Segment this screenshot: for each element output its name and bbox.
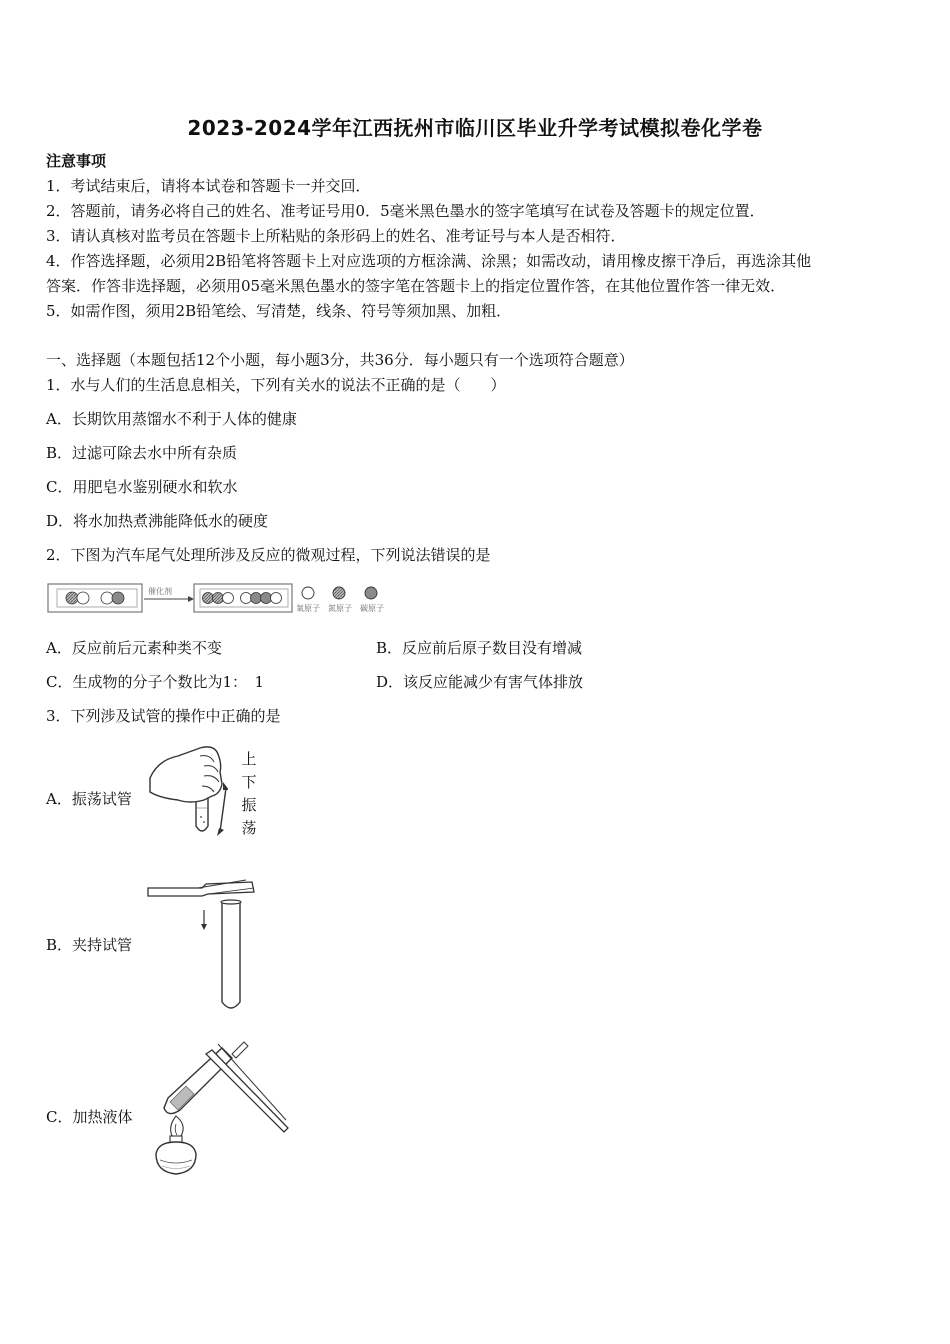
hand-icon <box>150 747 222 802</box>
legend-oxygen <box>302 587 314 599</box>
notice-item: 4．作答选择题，必须用2B铅笔将答题卡上对应选项的方框涂满、涂黑；如需改动，请用橡皮擦干净后，再选涂其他 <box>46 252 812 270</box>
notice-item: 2．答题前，请务必将自己的姓名、准考证号用0．5毫米黑色墨水的签字笔填写在试卷及答题卡的规定位置． <box>46 202 765 220</box>
no-molecule-n <box>112 592 124 604</box>
shake-label-char: 下 <box>241 773 257 791</box>
shake-label-char: 振 <box>241 796 257 814</box>
q2-option-d: D．该反应能减少有害气体排放 <box>376 673 584 691</box>
section-heading: 一、选择题（本题包括12个小题，每小题3分，共36分．每小题只有一个选项符合题意） <box>46 351 634 369</box>
legend-carbon <box>365 587 377 599</box>
heat-liquid-figure <box>148 1036 292 1178</box>
notice-item: 答案．作答非选择题，必须用05毫米黑色墨水的签字笔在答题卡上的指定位置作答，在其他位置作答一律无效． <box>46 277 786 295</box>
q3-option-c: C．加热液体 <box>46 1108 133 1126</box>
q3-option-b: B．夹持试管 <box>46 936 133 954</box>
notice-item: 5．如需作图，须用2B铅笔绘、写清楚，线条、符号等须加黑、加粗． <box>46 302 512 320</box>
shake-tube-figure <box>148 742 228 840</box>
co-molecule-c <box>66 592 78 604</box>
flame-icon <box>171 1116 183 1139</box>
q2-option-b: B．反应前后原子数目没有增减 <box>376 639 583 657</box>
up-down-arrow-icon <box>220 788 226 832</box>
clamp-tube-figure <box>146 878 258 1014</box>
reaction-diagram <box>46 579 406 619</box>
reaction-diagram-svg <box>46 579 406 619</box>
q3-option-a: A．振荡试管 <box>46 790 132 808</box>
shake-tube-svg <box>148 742 228 840</box>
notice-item: 1．考试结束后，请将本试卷和答题卡一并交回． <box>46 177 371 195</box>
question-2-stem: 2．下图为汽车尾气处理所涉及反应的微观过程，下列说法错误的是 <box>46 546 491 564</box>
question-3-stem: 3．下列涉及试管的操作中正确的是 <box>46 707 281 725</box>
test-tube-icon <box>222 902 240 1008</box>
notice-heading: 注意事项 <box>46 152 107 170</box>
shake-label-char: 荡 <box>241 819 257 837</box>
question-1-stem: 1．水与人们的生活息息相关，下列有关水的说法不正确的是（ ） <box>46 376 506 394</box>
legend-label: 氧原子 <box>296 604 320 613</box>
catalyst-label: 催化剂 <box>148 587 172 596</box>
legend-nitrogen <box>333 587 345 599</box>
q1-option-d: D．将水加热煮沸能降低水的硬度 <box>46 512 269 530</box>
co-molecule-o <box>77 592 89 604</box>
heat-liquid-svg <box>148 1036 292 1178</box>
q1-option-b: B．过滤可除去水中所有杂质 <box>46 444 238 462</box>
alcohol-lamp-icon <box>156 1142 196 1174</box>
q2-option-c: C．生成物的分子个数比为1： 1 <box>46 673 265 691</box>
q1-option-c: C．用肥皂水鉴别硬水和软水 <box>46 478 238 496</box>
notice-item: 3．请认真核对监考员在答题卡上所粘贴的条形码上的姓名、准考证号与本人是否相符． <box>46 227 626 245</box>
shake-label-char: 上 <box>241 750 257 768</box>
q2-option-a: A．反应前后元素种类不变 <box>46 639 222 657</box>
test-tube-clamp-icon <box>148 882 254 896</box>
legend-label: 氮原子 <box>328 604 352 613</box>
clamp-tube-svg <box>146 878 258 1014</box>
legend-label: 碳原子 <box>360 604 384 613</box>
tube-holder-icon <box>206 1050 288 1132</box>
q1-option-a: A．长期饮用蒸馏水不利于人体的健康 <box>46 410 297 428</box>
page-title: 2023-2024学年江西抚州市临川区毕业升学考试模拟卷化学卷 <box>187 116 763 140</box>
no-molecule-o <box>101 592 113 604</box>
